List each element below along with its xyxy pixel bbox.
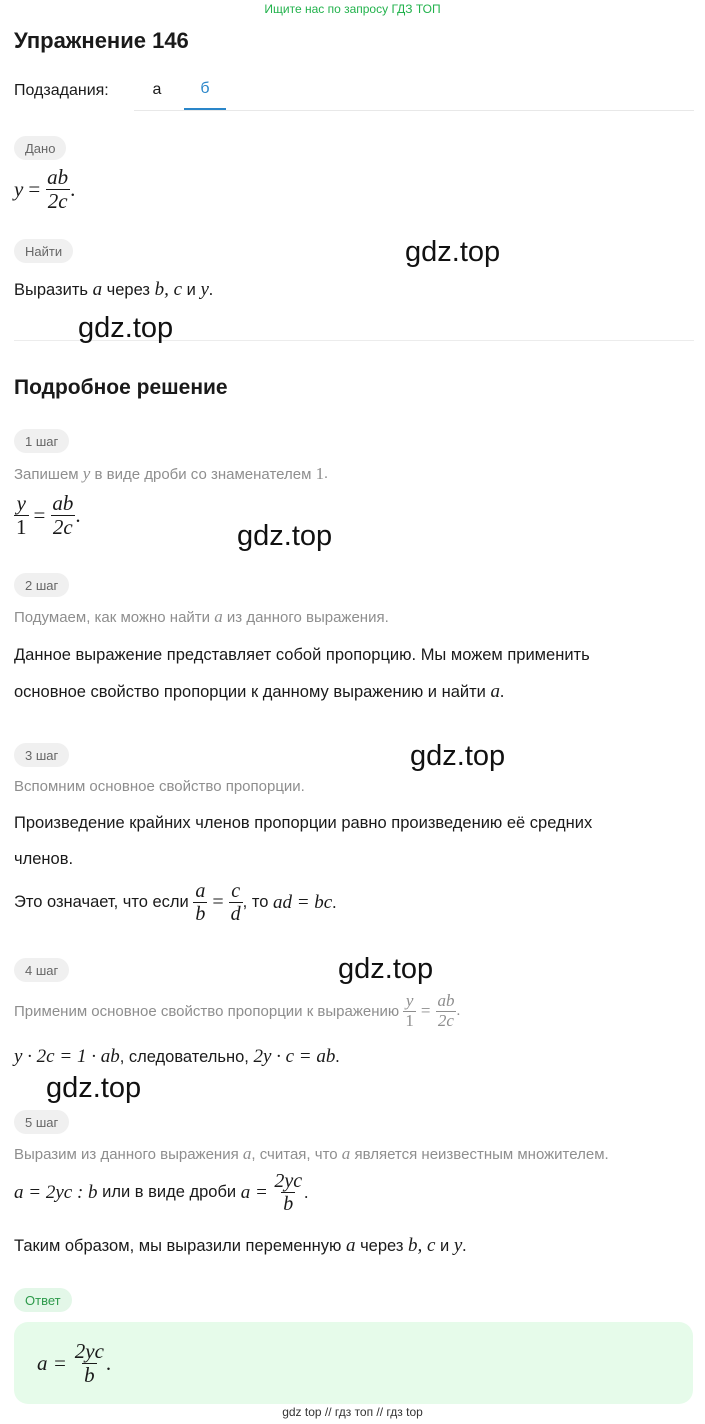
step-1-f2-num: ab — [52, 491, 74, 515]
step-2-line2-t: основное свойство пропорции к данному выражению и найти — [14, 682, 486, 701]
step-5-hint-v1: a — [242, 1144, 252, 1163]
step-3-line-3 — [14, 880, 336, 925]
tabs-divider — [134, 110, 694, 111]
step-4-eq: = — [420, 1001, 431, 1021]
answer-formula — [37, 1340, 111, 1387]
find-t3: и — [186, 280, 196, 299]
step-5-line1-end: . — [304, 1182, 309, 1202]
step-3-fraction-2 — [229, 880, 243, 925]
step-5-hint — [14, 1144, 609, 1164]
step-4-line — [14, 1046, 340, 1068]
step-4-line-t: , следовательно, — [119, 1047, 249, 1066]
step-2-line2-end: . — [499, 682, 505, 701]
step-4-hint-end: . — [456, 1002, 461, 1019]
step-2-hint — [14, 607, 389, 627]
step-3-f1-den: b — [195, 903, 206, 925]
step-3-f2-den: d — [230, 903, 241, 925]
step-1-fraction-1 — [14, 492, 29, 539]
step-1-pill: 1 шаг — [14, 429, 69, 453]
step-5-lhs: a = — [240, 1181, 268, 1203]
watermark: gdz.top — [405, 236, 501, 268]
step-3-pill: 3 шаг — [14, 743, 69, 767]
given-pill: Дано — [14, 136, 66, 160]
step-5-line2-v1: a — [345, 1235, 356, 1256]
page-title: Упражнение 146 — [14, 28, 189, 53]
watermark: gdz.top — [410, 740, 506, 772]
step-2-hint-v: a — [214, 607, 223, 626]
tab-b[interactable]: б — [184, 70, 226, 110]
step-5-line2-end: . — [462, 1236, 467, 1255]
watermark: gdz.top — [237, 520, 333, 552]
step-5-line2-v2: b, c — [408, 1235, 436, 1256]
step-5-line2-t1: Таким образом, мы выразили переменную — [14, 1236, 342, 1255]
step-2-line-1: Данное выражение представляет собой пропорцию. Мы можем применить — [14, 646, 590, 664]
step-4-hint-t: Применим основное свойство пропорции к выражению — [14, 1002, 400, 1020]
find-t2: через — [106, 280, 150, 299]
step-1-fraction-2 — [50, 492, 75, 539]
watermark: gdz.top — [338, 953, 434, 985]
answer-num: 2yc — [74, 1339, 104, 1363]
search-banner[interactable]: Ищите нас по запросу ГДЗ ТОП — [264, 2, 441, 16]
step-3-line-1: Произведение крайних членов пропорции равно произведению её средних — [14, 814, 593, 832]
step-4-f1-den: 1 — [405, 1010, 414, 1030]
given-end: . — [70, 177, 76, 202]
step-4-hint — [14, 992, 460, 1030]
step-4-expr-2: 2y · c = ab — [253, 1046, 336, 1067]
find-pill: Найти — [14, 239, 73, 263]
step-3-line3-end: . — [332, 892, 337, 912]
step-2-line2-v: a — [490, 681, 500, 702]
step-4-f2-den: 2c — [437, 1010, 454, 1030]
step-2-line-2 — [14, 681, 504, 703]
step-1-f2-den: 2c — [52, 515, 73, 540]
tab-a[interactable]: а — [152, 81, 162, 98]
step-3-f1-num: a — [195, 880, 206, 902]
step-1-hint-end: . — [324, 465, 328, 482]
step-1-hint-n: 1 — [315, 464, 325, 483]
step-5-hint-t3: является неизвестным множителем. — [354, 1145, 609, 1163]
step-1-hint-v: y — [82, 464, 91, 483]
find-t1: Выразить — [14, 280, 88, 299]
step-2-hint-t1: Подумаем, как можно найти — [14, 608, 211, 626]
step-5-expr: a = 2yc : b — [14, 1181, 98, 1203]
step-1-f1-num: y — [16, 491, 26, 515]
step-1-f1-den: 1 — [16, 515, 27, 540]
step-4-pill: 4 шаг — [14, 958, 69, 982]
step-1-end: . — [75, 503, 81, 528]
given-num: ab — [47, 165, 69, 189]
step-1-hint-t1: Запишем — [14, 465, 79, 483]
answer-lhs: a = — [37, 1351, 67, 1376]
given-den: 2c — [47, 189, 68, 214]
step-1-eq: = — [33, 503, 46, 528]
step-5-line1-t: или в виде дроби — [102, 1183, 237, 1201]
answer-fraction — [73, 1340, 106, 1387]
footer-links[interactable]: gdz top // гдз топ // гдз top — [282, 1405, 423, 1419]
step-5-line-2 — [14, 1235, 466, 1257]
find-v1: a — [92, 279, 103, 300]
step-1-hint — [14, 464, 328, 484]
step-5-hint-t2: , считая, что — [251, 1145, 338, 1163]
step-4-expr-1: y · 2c = 1 · ab — [14, 1046, 120, 1067]
step-5-hint-v2: a — [341, 1144, 351, 1163]
given-lhs: y — [14, 177, 24, 202]
step-5-fraction — [272, 1170, 304, 1215]
step-3-line3-expr: ad = bc — [272, 891, 333, 913]
step-4-fraction-1 — [403, 992, 416, 1030]
step-4-f2-num: ab — [437, 991, 455, 1010]
answer-den: b — [84, 1363, 95, 1388]
step-1-formula — [14, 492, 81, 539]
step-5-line-1 — [14, 1170, 308, 1215]
step-3-line3-t2: , то — [242, 893, 269, 911]
step-2-pill: 2 шаг — [14, 573, 69, 597]
answer-end: . — [105, 1351, 112, 1376]
step-5-pill: 5 шаг — [14, 1110, 69, 1134]
step-3-line-2: членов. — [14, 850, 74, 868]
find-end: . — [208, 280, 213, 299]
step-4-line-end: . — [335, 1047, 340, 1066]
find-v3: y — [200, 279, 209, 300]
step-4-f1-num: y — [405, 991, 414, 1010]
given-eq: = — [28, 177, 41, 202]
step-5-line2-t3: и — [440, 1236, 450, 1255]
step-3-eq: = — [212, 891, 224, 913]
step-3-line3-t1: Это означает, что если — [14, 893, 189, 911]
watermark: gdz.top — [78, 312, 174, 344]
step-2-hint-t2: из данного выражения. — [226, 608, 389, 626]
step-5-line2-t2: через — [360, 1236, 404, 1255]
step-1-hint-t2: в виде дроби со знаменателем — [94, 465, 312, 483]
answer-box — [14, 1322, 693, 1404]
find-v2: b, c — [154, 279, 183, 300]
step-5-f-num: 2yc — [274, 1170, 303, 1192]
watermark: gdz.top — [46, 1072, 142, 1104]
step-4-fraction-2 — [435, 992, 456, 1030]
given-formula — [14, 166, 75, 213]
find-text — [14, 279, 213, 301]
subtasks-label: Подзадания: — [14, 82, 109, 99]
answer-pill: Ответ — [14, 1288, 72, 1312]
solution-title: Подробное решение — [14, 376, 228, 399]
step-5-hint-t1: Выразим из данного выражения — [14, 1145, 239, 1163]
step-5-line2-v3: y — [453, 1235, 463, 1256]
step-5-f-den: b — [283, 1193, 294, 1215]
step-3-hint: Вспомним основное свойство пропорции. — [14, 778, 305, 795]
step-3-f2-num: c — [231, 880, 241, 902]
step-3-fraction-1 — [193, 880, 207, 925]
given-fraction — [45, 166, 70, 213]
